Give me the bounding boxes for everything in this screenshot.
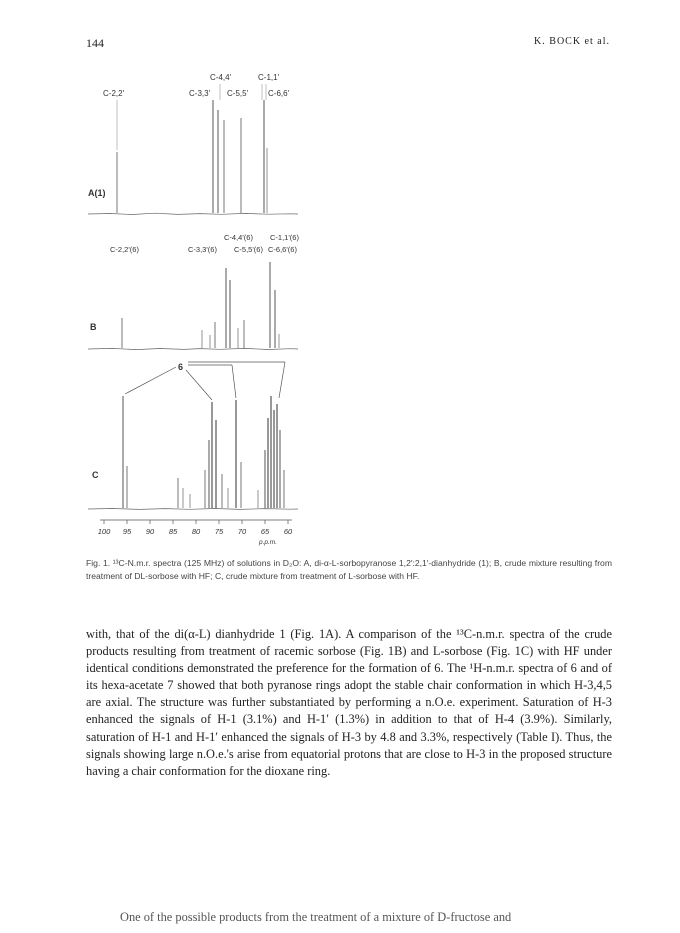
panel-a-peak-label-c33: C-3,3' [189,89,211,98]
panel-c [88,362,298,509]
axis-tick-label: 80 [191,527,201,536]
panel-b-peak-label-c66: C-6,6'(6) [268,245,297,254]
panel-a-peak-label-c66: C-6,6' [268,89,290,98]
axis-tick-label: 90 [145,527,155,536]
axis-tick-label: 70 [237,527,247,536]
running-head: K. BOCK et al. [534,36,610,47]
panel-b [88,233,299,350]
panel-b-label: B [90,322,97,332]
panel-a-peak-label-c11: C-1,1' [258,73,280,82]
axis-tick-label: 65 [260,527,270,536]
panel-a-label: A(1) [88,188,106,198]
panel-c-label: C [92,470,99,480]
body-paragraph: with, that of the di(α-L) dianhydride 1 (Fig. 1A). A comparison of the ¹³C-n.m.r. spectra of the crude products resulting from treatment of racemic sorbose (Fig. 1B) and L-sorbose (Fig. 1C) with HF under identical conditions demonstrated the preference for the formation of 6. The ¹H-n.m.r. spectra of 6 and of its hexa-acetate 7 showed that both pyranose rings adopt the stable chair conformation in which H-3,4,5 are axial. The structure was further substantiated by performing a n.O.e. experiment. Saturation of H-3 enhanced the signals of H-1 (3.1%) and H-1′ (1.3%) in addition to that of H-4 (3.9%). Similarly, saturation of H-1 and H-1′ enhanced the signals of H-3 by 4.8 and 3.3%, respectively (Table I). Thus, the signals showing large n.O.e.'s arise from equatorial protons that are close to H-3 in the proposed structure having a chair conformation for the dioxane ring. [86,627,612,778]
panel-b-peak-label-c44: C-4,4'(6) [224,233,253,242]
panel-c-compound-marker: 6 [178,362,184,372]
axis-tick-label: 95 [122,527,132,536]
panel-b-peak-label-c55: C-5,5'(6) [234,245,263,254]
panel-a-peak-label-c22: C-2,2' [103,89,125,98]
axis-tick-label: 100 [97,527,111,536]
body-text [86,626,612,780]
axis-tick-label: 75 [214,527,224,536]
panel-b-peak-label-c11: C-1,1'(6) [270,233,299,242]
ppm-axis [98,520,293,546]
axis-unit-label: p.p.m. [258,539,278,546]
panel-a-peak-label-c55: C-5,5' [227,89,249,98]
page-number: 144 [86,36,104,50]
axis-tick-label: 85 [168,527,178,536]
figure-caption: Fig. 1. ¹³C-N.m.r. spectra (125 MHz) of solutions in D₂O: A, di-α-L-sorbopyranose 1,2′:2,1′-dianhydride (1); B, crude mixture resulting from treatment of DL-sorbose with HF; C, crude mixture from treatment of L-sorbose with HF. [86,558,612,581]
panel-a [88,73,298,215]
panel-b-peak-label-c33: C-3,3'(6) [188,245,217,254]
body-paragraph-continuation: One of the possible products from the treatment of a mixture of D-fructose and [120,910,512,924]
axis-tick-label: 60 [283,527,293,536]
panel-b-peak-label-c22: C-2,2'(6) [110,245,139,254]
panel-a-peak-label-c44: C-4,4' [210,73,232,82]
